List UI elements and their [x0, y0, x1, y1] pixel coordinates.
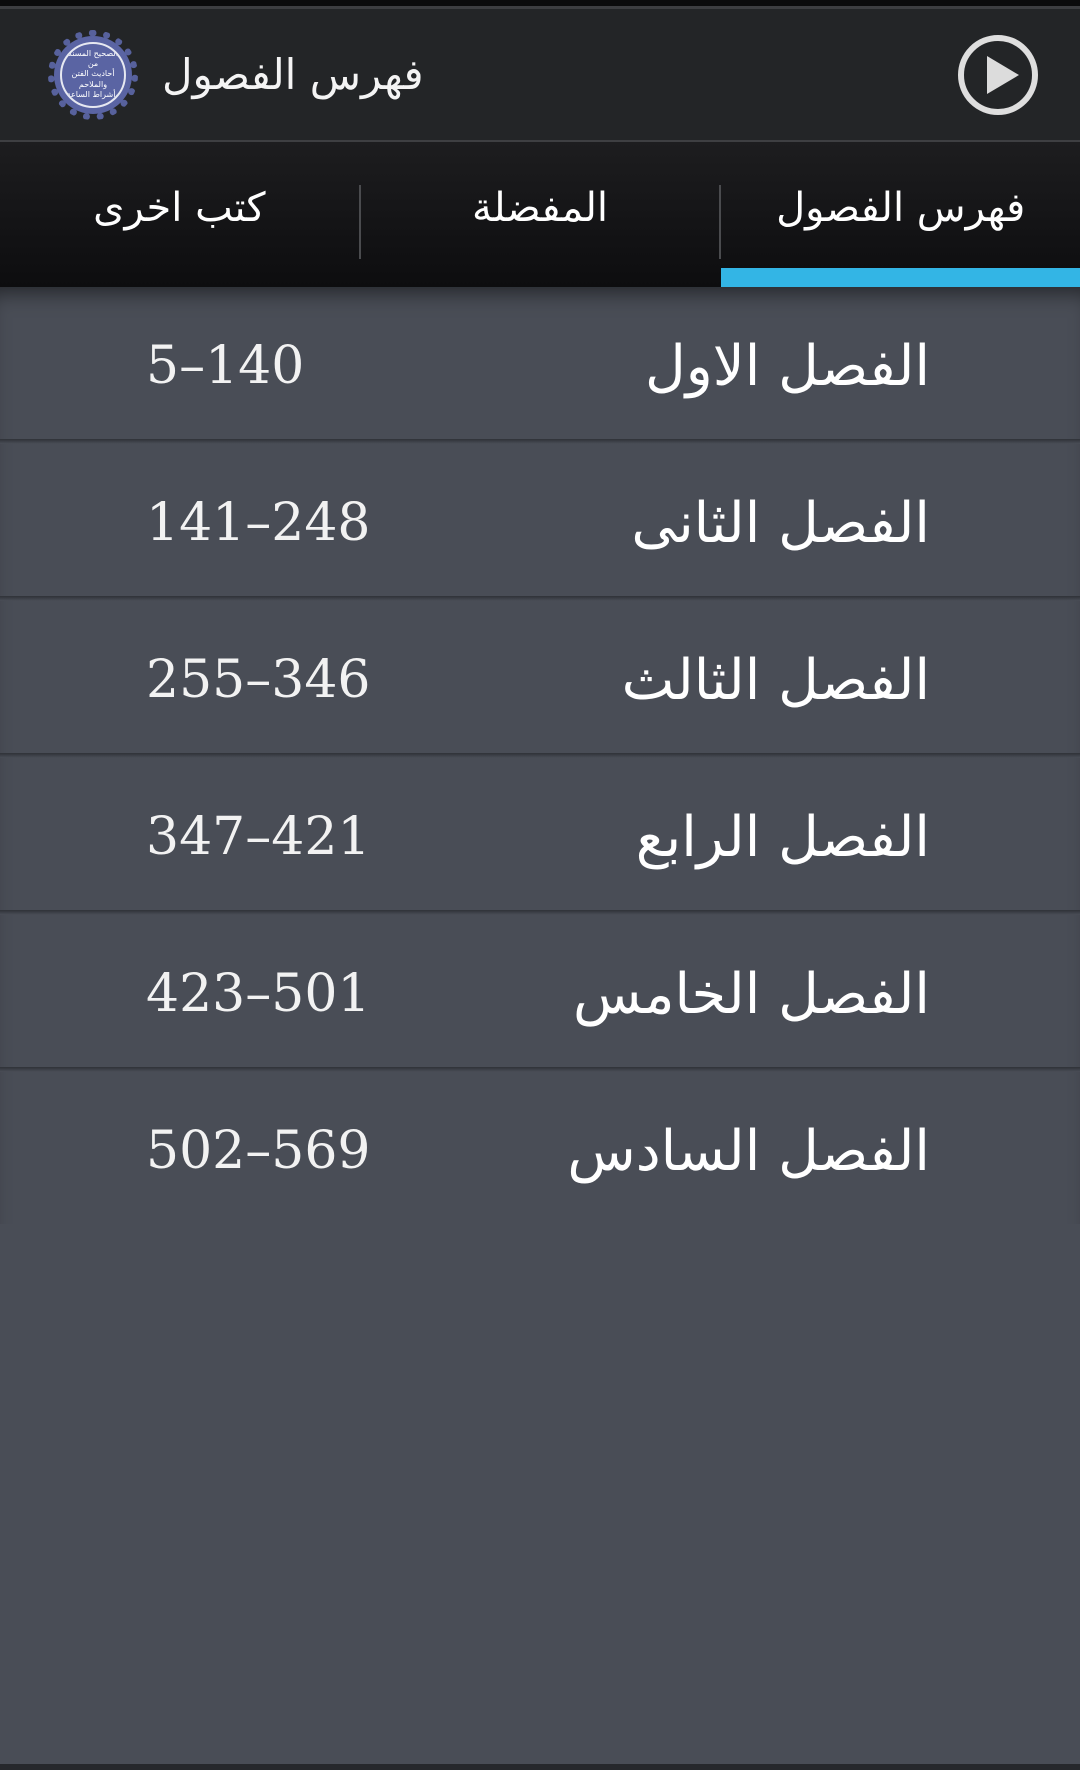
tab-favorites[interactable] [361, 142, 720, 287]
chapter-page-range: 255–346 [146, 650, 371, 710]
active-tab-indicator [721, 268, 1080, 287]
page-title: فهرس الفصول [162, 50, 424, 99]
badge-text-line: أحاديث الفتن والملاحم [71, 69, 115, 89]
chapter-page-range: 347–421 [146, 807, 371, 867]
chapter-page-range: 5–140 [146, 336, 305, 396]
chapter-title: الفصل الثانى [631, 490, 930, 556]
chapter-row[interactable] [0, 287, 1080, 439]
badge-text [60, 42, 126, 108]
play-icon [987, 56, 1019, 94]
tab-bar [0, 140, 1080, 287]
chapter-row[interactable] [0, 444, 1080, 596]
chapter-title: الفصل الخامس [573, 961, 930, 1027]
chapter-page-range: 141–248 [146, 493, 371, 553]
bottom-edge-bar [0, 1764, 1080, 1770]
chapter-title: الفصل الثالث [621, 647, 930, 713]
chapter-row[interactable] [0, 915, 1080, 1067]
play-button[interactable] [958, 35, 1038, 115]
chapter-row[interactable] [0, 758, 1080, 910]
badge-text-line: وأشراط الساعة [66, 90, 120, 100]
chapter-page-range: 423–501 [146, 964, 371, 1024]
tab-label: فهرس الفصول [776, 184, 1026, 231]
chapter-row[interactable] [0, 1072, 1080, 1224]
app-header [0, 9, 1080, 140]
tab-other-books[interactable] [0, 142, 359, 287]
badge-text-line: الصحيح المسند من [68, 48, 118, 68]
app-logo-badge [54, 36, 132, 114]
chapter-title: الفصل السادس [567, 1118, 930, 1184]
chapter-title: الفصل الرابع [635, 804, 930, 870]
tab-label: كتب اخرى [93, 184, 266, 231]
chapter-page-range: 502–569 [146, 1121, 371, 1181]
tab-chapters-index[interactable] [721, 142, 1080, 287]
status-bar [0, 0, 1080, 9]
chapter-title: الفصل الاول [645, 333, 930, 399]
chapter-list [0, 287, 1080, 1224]
tab-label: المفضلة [471, 184, 609, 231]
chapter-row[interactable] [0, 601, 1080, 753]
